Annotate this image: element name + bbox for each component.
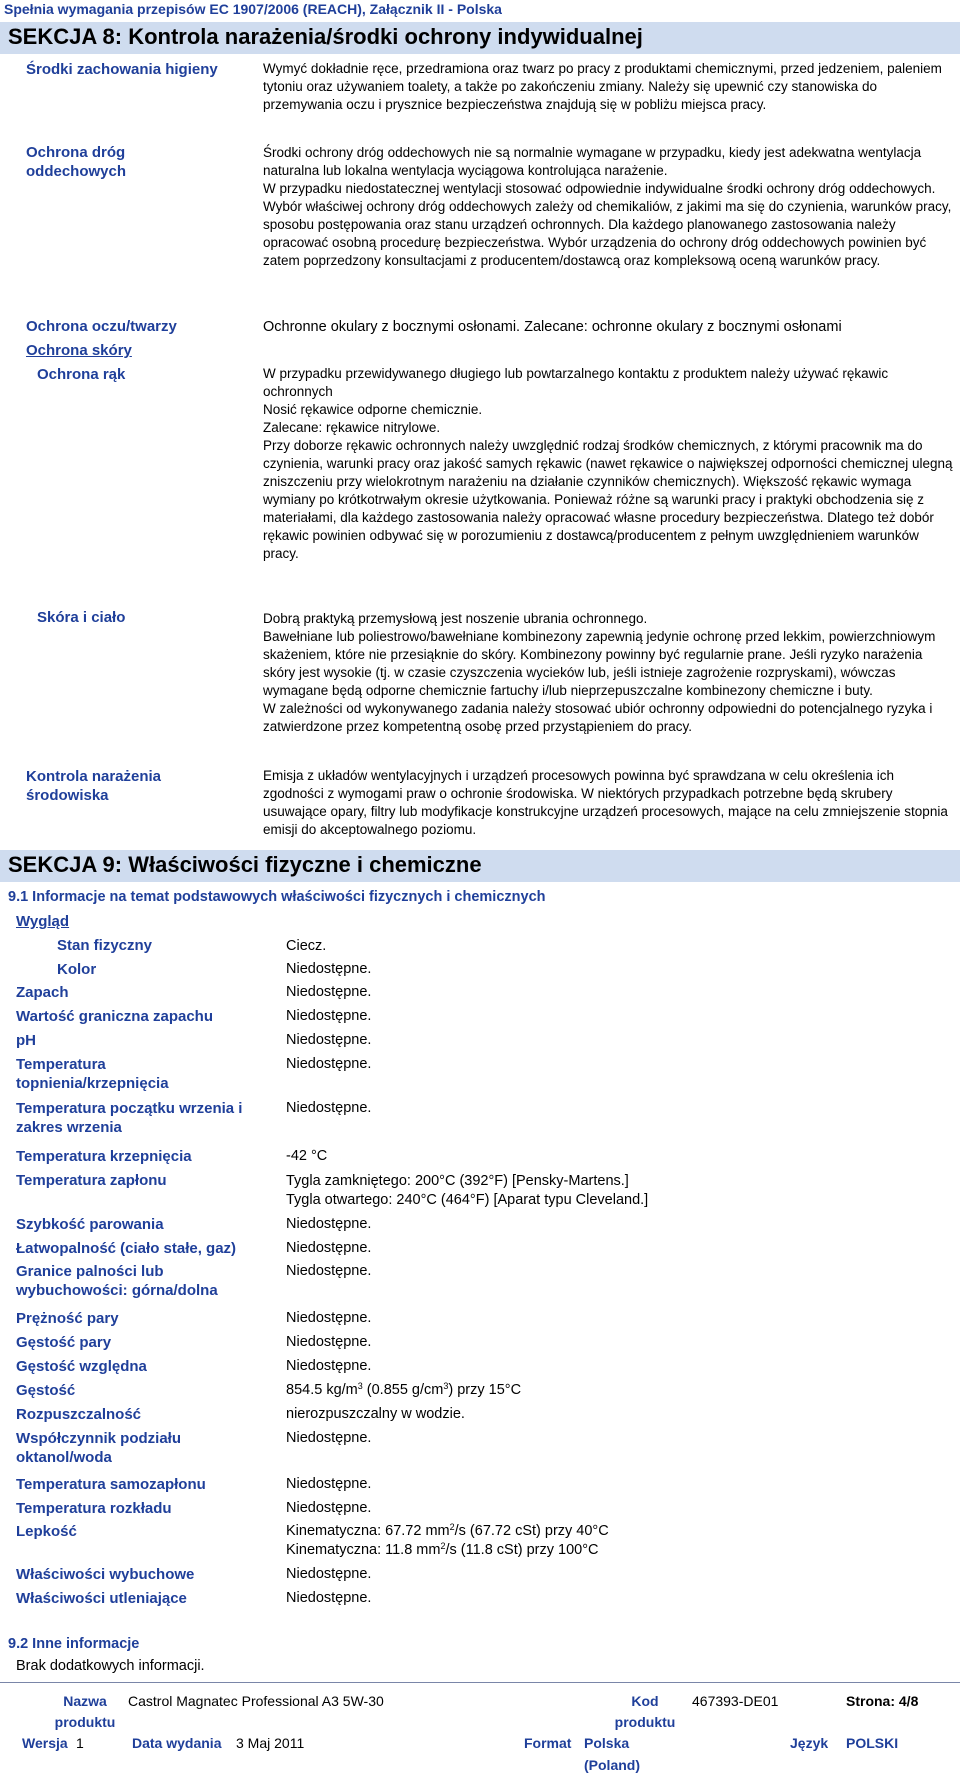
prop-value-2: Tygla otwartego: 240°C (464°F) [Aparat typu Cleveland.]: [286, 1192, 649, 1208]
prop-value: Niedostępne.: [286, 1500, 372, 1516]
prop-label: Zapach: [16, 984, 69, 1001]
prop-label: Rozpuszczalność: [16, 1406, 142, 1423]
format-sub: (Poland): [584, 1757, 640, 1773]
prop-value: Niedostępne.: [286, 1056, 372, 1072]
prop-value: Niedostępne.: [286, 1008, 372, 1024]
hand-text: [263, 365, 958, 563]
prop-value: Niedostępne.: [286, 1032, 372, 1048]
date-label: Data wydania: [132, 1735, 222, 1751]
respiratory-text: [263, 144, 958, 270]
prop-value: Niedostępne.: [286, 1100, 372, 1116]
section-9-header: [0, 850, 960, 882]
viscosity-2-b: /s (11.8 cSt) przy 100°C: [445, 1542, 599, 1558]
prop-value: Niedostępne.: [286, 1590, 372, 1606]
prop-value: Niedostępne.: [286, 984, 372, 1000]
product-code: 467393-DE01: [692, 1693, 779, 1709]
prop-label: Gęstość pary: [16, 1334, 112, 1351]
prop-label: Współczynnik podziału oktanol/woda: [16, 1430, 182, 1466]
prop-label: Gęstość względna: [16, 1358, 147, 1375]
prop-label: Stan fizyczny: [57, 937, 153, 954]
density-sup-a: 3: [357, 1381, 363, 1391]
prop-value: nierozpuszczalny w wodzie.: [286, 1406, 465, 1422]
prop-value: Niedostępne.: [286, 1310, 372, 1326]
prop-label: Temperatura krzepnięcia: [16, 1148, 192, 1165]
language-label: Język: [790, 1735, 829, 1751]
prop-label: Prężność pary: [16, 1310, 119, 1327]
format-value: Polska: [584, 1735, 630, 1751]
density-value-a: 854.5 kg/m: [286, 1382, 358, 1398]
body-label: Skóra i ciało: [37, 609, 126, 626]
prop-value-viscosity-2: [286, 1541, 599, 1560]
prop-label: Lepkość: [16, 1523, 77, 1540]
environment-label: Kontrola narażenia środowiska: [26, 768, 162, 804]
prop-label: Granice palności lub wybuchowości: górna/dolna: [16, 1263, 218, 1299]
respiratory-text-2: W przypadku niedostatecznej wentylacji stosować odpowiednie indywidualne środki ochrony dróg oddechowych.: [263, 181, 936, 196]
prop-value: Niedostępne.: [286, 1430, 372, 1446]
prop-value: Niedostępne.: [286, 1263, 372, 1279]
body-text-1: Dobrą praktyką przemysłową jest noszenie ubrania ochronnego.: [263, 611, 648, 626]
format-label: Format: [524, 1735, 572, 1751]
subsection-9-1-title: 9.1 Informacje na temat podstawowych właściwości fizycznych i chemicznych: [8, 889, 546, 905]
density-value-c: ) przy 15°C: [448, 1382, 522, 1398]
prop-label: Temperatura samozapłonu: [16, 1476, 206, 1493]
prop-label: Temperatura rozkładu: [16, 1500, 172, 1517]
hand-text-4: Przy doborze rękawic ochronnych należy uwzględnić rodzaj środków chemicznych, z którymi pracownik ma do czynienia, warunki pracy oraz jakość samych rękawic (nawet rękawice o największej odporności chemicznej ulegną zniszczeniu przy wielokrotnym narażeniu na działanie czynników chemicznych). Większość rękawic wymaga wymiany po krótkotrwałym okresie użytkowania. Ponieważ różne są warunki pracy i praktyki obchodzenia się z materiałami, dla każdego zastosowania należy opracować własne procedury bezpieczeństwa. Dlatego też dobór rękawic powinien odbywać się w porozumieniu z dostawcą/producentem z pełnym uwzględnieniem warunków pracy.: [263, 438, 953, 561]
prop-value: Niedostępne.: [286, 1358, 372, 1374]
prop-label: Gęstość: [16, 1382, 76, 1399]
product-name-label: Nazwa produktu: [54, 1693, 116, 1730]
hand-text-2: Nosić rękawice odporne chemicznie.: [263, 402, 483, 417]
section-8-header: [0, 22, 960, 54]
respiratory-text-3: Wybór właściwej ochrony dróg oddechowych zależy od chemikaliów, z jakimi ma się do czynienia, warunków pracy, sposobu postępowania oraz stanu urządzeń ochronnych. Dla każdego planowanego zastosowania należy opracować osobną procedurę bezpieczeństwa. Wybór urządzenia do ochrony dróg oddechowych powinien być zatem poprzedzony konsultacjami z producentem/dostawcą oraz kompleksową oceną warunków pracy.: [263, 199, 952, 268]
body-text-2: Bawełniane lub poliestrowo/bawełniane kombinezony zapewnią jedynie ochronę przed lekkim, powierzchniowym skażeniem, które nie przesiąknie do skóry. Kombinezony powinny być regularnie prane. Jeśli ryzyko narażenia skóry jest wysokie (tj. w czasie czyszczenia wycieków lub, jeśli istnieje zagrożenie rozpryskami), wówczas wymagane będą odporne chemicznie fartuchy i/lub nieprzepuszczalne kombinezony chemiczne i buty.: [263, 629, 936, 698]
density-sup-b: 3: [443, 1381, 449, 1391]
viscosity-1-sup: 2: [449, 1522, 455, 1532]
viscosity-1-b: /s (67.72 cSt) przy 40°C: [454, 1523, 609, 1539]
prop-value: Niedostępne.: [286, 1476, 372, 1492]
page-footer: [0, 1682, 960, 1786]
body-text: [263, 610, 958, 736]
prop-value-density: [286, 1381, 521, 1400]
viscosity-2-sup: 2: [440, 1541, 446, 1551]
prop-label: Właściwości wybuchowe: [16, 1566, 195, 1583]
other-info-text: Brak dodatkowych informacji.: [16, 1658, 205, 1674]
prop-label: Temperatura zapłonu: [16, 1172, 167, 1189]
language-value: POLSKI: [846, 1735, 899, 1751]
eye-label: Ochrona oczu/twarzy: [26, 318, 177, 335]
prop-label: Właściwości utleniające: [16, 1590, 187, 1607]
appearance-label: Wygląd: [16, 913, 70, 930]
prop-value: Tygla zamkniętego: 200°C (392°F) [Pensky-Martens.]: [286, 1173, 629, 1189]
skin-label: Ochrona skóry: [26, 342, 132, 359]
hygiene-text: Wymyć dokładnie ręce, przedramiona oraz twarz po pracy z produktami chemicznymi, przed jedzeniem, paleniem tytoniu oraz używaniem toalety, a także po zakończeniu zmiany. Należy się upewnić czy stanowiska do przemywania oczu i prysznice bezpieczeństwa znajdują się w pobliżu miejsca pracy.: [263, 61, 942, 112]
environment-text: Emisja z układów wentylacyjnych i urządzeń procesowych powinna być sprawdzana w celu określenia ich zgodności z wymogami praw o ochronie środowiska. W niektórych przypadkach potrzebne będą skrubery usuwające opary, filtry lub modyfikacje konstrukcyjne urządzeń procesowych, mające na celu zmniejszenie stopnia emisji do akceptowalnego poziomu.: [263, 768, 948, 837]
prop-label: Łatwopalność (ciało stałe, gaz): [16, 1240, 237, 1257]
prop-value: Niedostępne.: [286, 1240, 372, 1256]
respiratory-label: Ochrona dróg oddechowych: [26, 144, 127, 180]
prop-label: pH: [16, 1032, 36, 1049]
section-8-title: SEKCJA 8: Kontrola narażenia/środki ochrony indywidualnej: [8, 24, 643, 49]
prop-label: Temperatura początku wrzenia i zakres wrzenia: [16, 1100, 243, 1136]
prop-value: Niedostępne.: [286, 1216, 372, 1232]
prop-value: Niedostępne.: [286, 961, 372, 977]
prop-label: Wartość graniczna zapachu: [16, 1008, 213, 1025]
page-number: Strona: 4/8: [846, 1693, 919, 1709]
date-value: 3 Maj 2011: [236, 1735, 305, 1751]
prop-value: Niedostępne.: [286, 1566, 372, 1582]
subsection-9-2-title: 9.2 Inne informacje: [8, 1636, 140, 1652]
viscosity-2-a: Kinematyczna: 11.8 mm: [286, 1542, 441, 1558]
prop-value: -42 °C: [286, 1148, 328, 1164]
eye-text: Ochronne okulary z bocznymi osłonami. Zalecane: ochronne okulary z bocznymi osłonami: [263, 319, 842, 335]
density-value-b: (0.855 g/cm: [362, 1382, 444, 1398]
body-text-3: W zależności od wykonywanego zadania należy stosować ubiór ochronny odpowiedni do potencjalnego ryzyka i zatwierdzone przez kompetentną osobę przed przystąpieniem do pracy.: [263, 701, 933, 734]
hand-text-1: W przypadku przewidywanego długiego lub powtarzalnego kontaktu z produktem należy używać rękawic ochronnych: [263, 366, 889, 399]
compliance-header: Spełnia wymagania przepisów EC 1907/2006 (REACH), Załącznik II - Polska: [4, 1, 502, 17]
hand-label: Ochrona rąk: [37, 366, 126, 383]
prop-label: Temperatura topnienia/krzepnięcia: [16, 1056, 169, 1092]
prop-value: Niedostępne.: [286, 1334, 372, 1350]
prop-label: Kolor: [57, 961, 97, 978]
respiratory-text-1: Środki ochrony dróg oddechowych nie są normalnie wymagane w przypadku, kiedy jest adekwatna wentylacja naturalna lub lokalna wentylacja wyciągowa kontrolująca narażenie.: [263, 145, 922, 178]
prop-value-viscosity-1: [286, 1522, 609, 1541]
viscosity-1-a: Kinematyczna: 67.72 mm: [286, 1523, 450, 1539]
version-label: Wersja: [22, 1735, 68, 1751]
product-code-label: Kod produktu: [614, 1693, 676, 1730]
product-name: Castrol Magnatec Professional A3 5W-30: [128, 1693, 384, 1709]
hygiene-label: Środki zachowania higieny: [26, 61, 218, 78]
hand-text-3: Zalecane: rękawice nitrylowe.: [263, 420, 441, 435]
version-value: 1: [76, 1735, 84, 1751]
section-9-title: SEKCJA 9: Właściwości fizyczne i chemiczne: [8, 852, 482, 877]
prop-value: Ciecz.: [286, 938, 327, 954]
prop-label: Szybkość parowania: [16, 1216, 164, 1233]
